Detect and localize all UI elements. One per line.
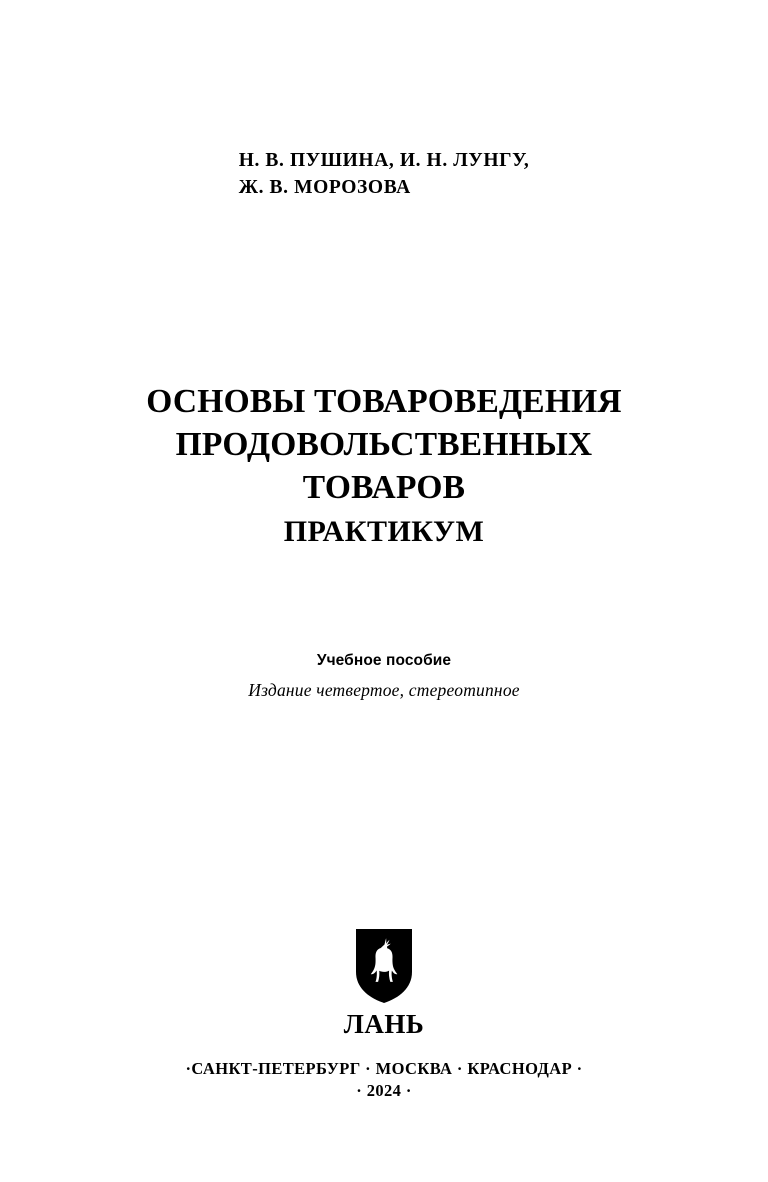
manual-type-label: Учебное пособие bbox=[316, 652, 452, 669]
publication-year: · 2024 · bbox=[356, 1081, 412, 1101]
author-line-2: Ж. В. МОРОЗОВА bbox=[238, 176, 411, 198]
imprint-block bbox=[0, 1058, 768, 1103]
publisher-cities: ·САНКТ-ПЕТЕРБУРГ · МОСКВА · КРАСНОДАР · bbox=[185, 1059, 583, 1078]
title-line-3: ТОВАРОВ bbox=[302, 469, 466, 507]
title-line-2: ПРОДОВОЛЬСТВЕННЫХ bbox=[175, 426, 593, 464]
subtitle-block bbox=[0, 652, 768, 701]
publisher-logo bbox=[0, 928, 768, 1038]
title-subline: ПРАКТИКУМ bbox=[283, 514, 485, 548]
title-line-1: ОСНОВЫ ТОВАРОВЕДЕНИЯ bbox=[146, 383, 622, 420]
authors-inner bbox=[239, 148, 530, 201]
page-title bbox=[0, 380, 768, 551]
authors-block bbox=[0, 148, 768, 201]
edition-label: Издание четвертое, стереотипное bbox=[248, 680, 520, 700]
author-line-1: Н. В. ПУШИНА, И. Н. ЛУНГУ, bbox=[238, 150, 530, 171]
publisher-name: ЛАНЬ bbox=[343, 1009, 425, 1039]
deer-shield-icon bbox=[355, 928, 413, 1004]
